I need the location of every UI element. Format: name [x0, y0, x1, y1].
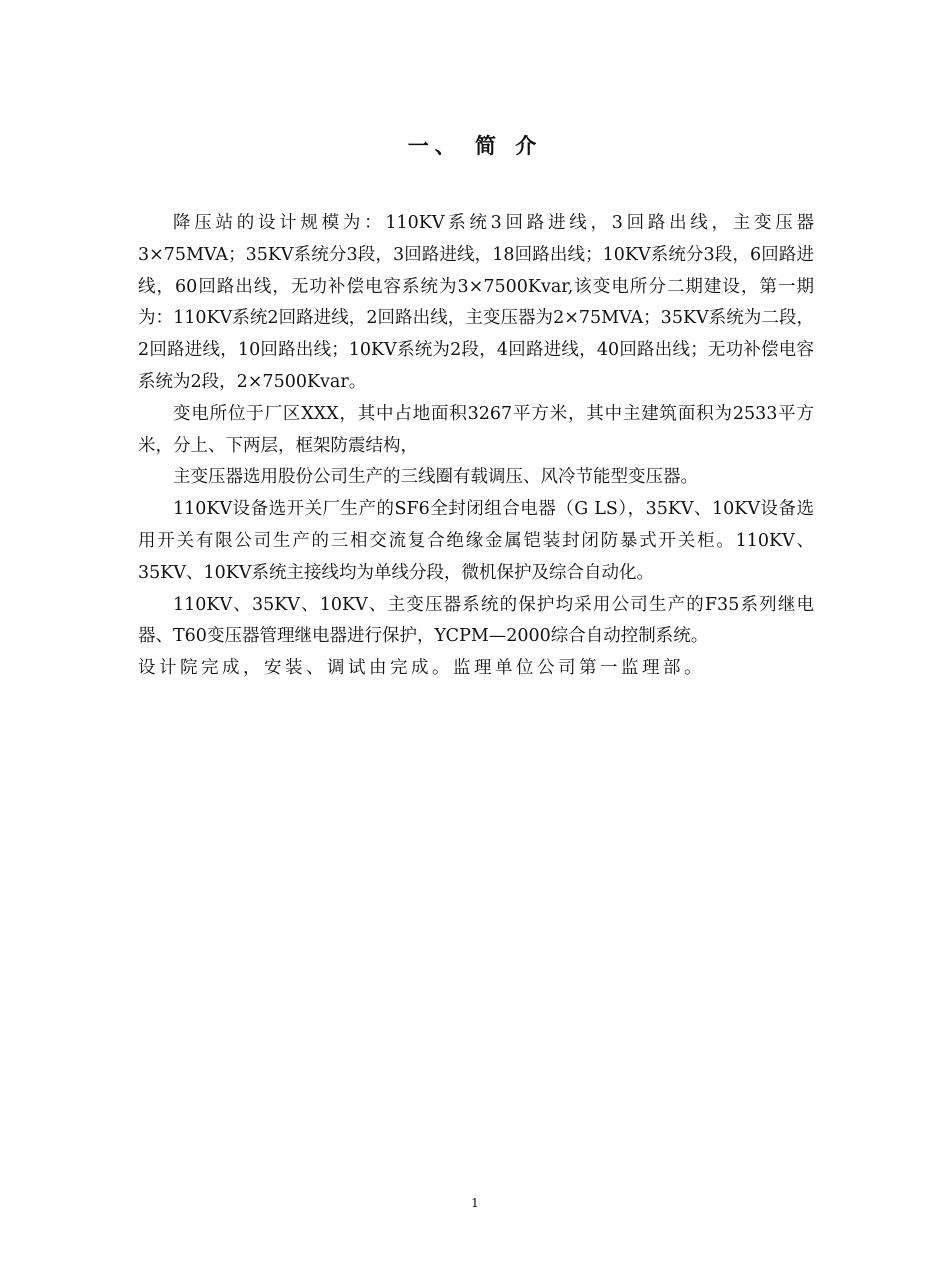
paragraph-closing: 设计院完成，安装、调试由完成。监理单位公司第一监理部。 [138, 658, 705, 679]
page-number: 1 [471, 1196, 479, 1210]
paragraph-protection: 110KV、35KV、10KV、主变压器系统的保护均采用公司生产的F35系列继电器、T60变压器管理继电器进行保护，YCPM—2000综合自动控制系统。 [138, 594, 814, 647]
section-heading: 一、 简 介 [407, 133, 543, 158]
paragraph-design-scale: 降压站的设计规模为：110KV系统3回路进线，3回路出线，主变压器3×75MVA；35KV系统分3段，3回路进线，18回路出线；10KV系统分3段，6回路进线，60回路出线，无功补偿电容系统为3×7500Kvar,该变电所分二期建设，第一期为：110KV系统2回路进线，2回路出线，主变压器为2×75MVA；35KV系统为二段，2回路进线，10回路出线；10KV系统为2段，4回路进线，40回路出线；无功补偿电容系统为2段，2×7500Kvar。 [138, 213, 814, 392]
body-text [138, 208, 814, 685]
paragraph-switchgear: 110KV设备选开关厂生产的SF6全封闭组合电器（G LS），35KV、10KV设备选用开关有限公司生产的三相交流复合绝缘金属铠装封闭防暴式开关柜。110KV、35KV、10KV系统主接线均为单线分段，微机保护及综合自动化。 [138, 499, 814, 583]
paragraph-location: 变电所位于厂区XXX，其中占地面积3267平方米，其中主建筑面积为2533平方米，分上、下两层，框架防震结构， [138, 403, 814, 456]
paragraph-main-transformer: 主变压器选用股份公司生产的三线圈有载调压、风冷节能型变压器。 [173, 467, 698, 488]
